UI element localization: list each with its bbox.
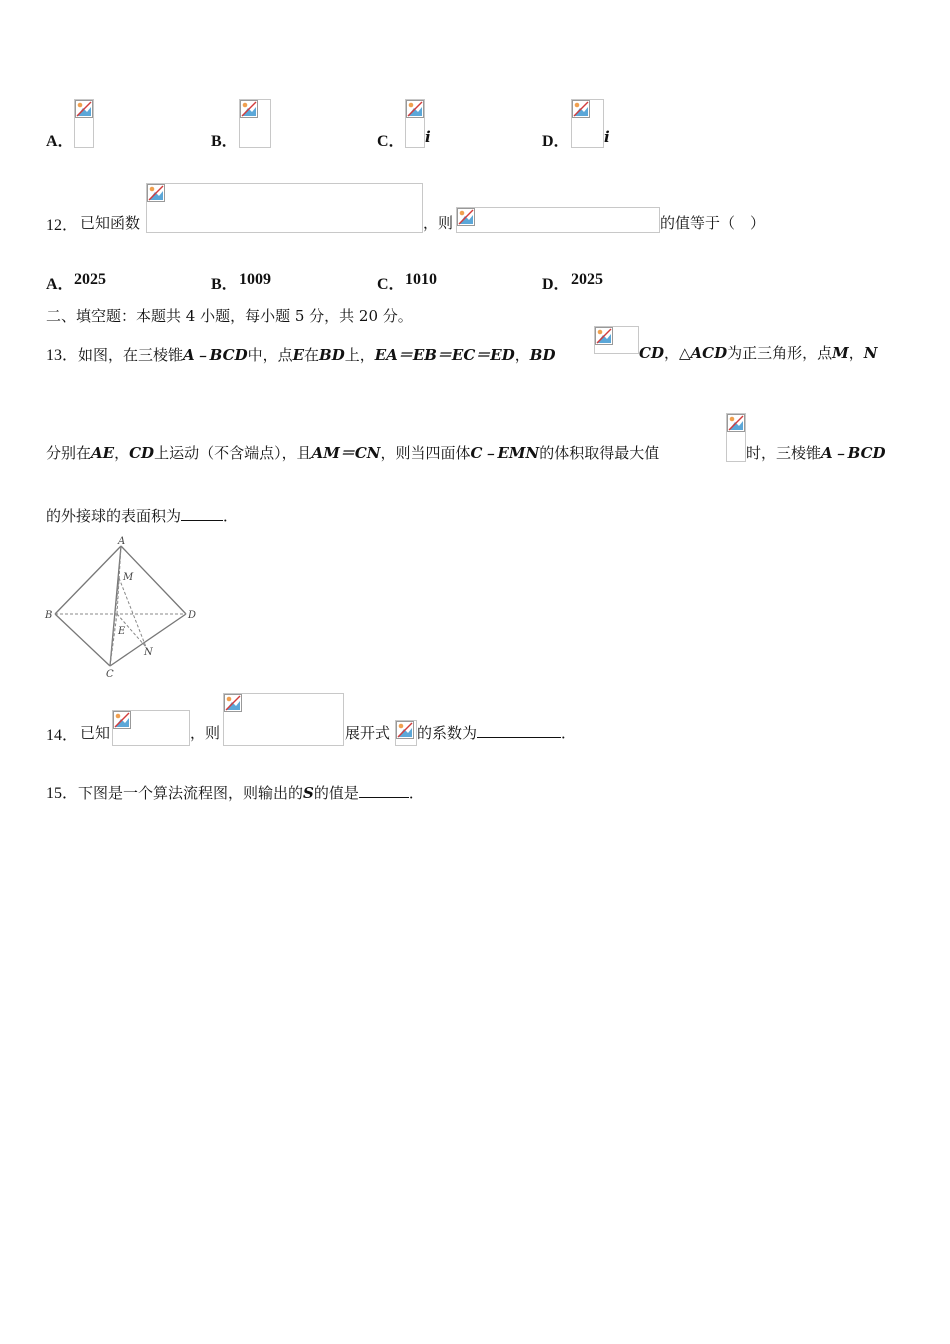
q14-prefix: 已知: [80, 724, 111, 742]
broken-image-icon: [113, 711, 131, 729]
q12-number: 12．: [46, 217, 79, 234]
broken-image-icon: [396, 721, 414, 739]
q12-option-b-label: B．: [211, 276, 238, 293]
q13-line-1: [46, 342, 555, 365]
q15: [46, 780, 424, 803]
q13-text: ，△: [663, 344, 691, 362]
q11-option-b-image: [239, 99, 271, 148]
q13-text: 中，点: [247, 346, 293, 364]
q13-line-2: [46, 442, 659, 463]
q13-math: N: [863, 344, 878, 362]
q15-text: 下图是一个算法流程图，则输出的: [78, 784, 304, 802]
q12-option-c-value: 1010: [405, 271, 437, 288]
q13-text: 如图，在三棱锥: [78, 346, 184, 364]
q13-text: 的外接球的表面积为: [46, 507, 182, 525]
q13-text: 上运动（不含端点），且: [154, 444, 312, 462]
q13-math: C﹣EMN: [470, 444, 540, 462]
q13-text: ，: [848, 344, 864, 362]
q13-text: 分别在: [46, 444, 92, 462]
q12-option-d-label: D．: [542, 276, 570, 293]
q12-option-b-value: 1009: [239, 271, 271, 288]
q13-math: CD: [639, 344, 664, 362]
q12-option-a-value: 2025: [74, 271, 106, 288]
q13-line-1-end: [639, 342, 877, 363]
q11-option-c-suffix: i: [425, 128, 431, 146]
q11-option-a-image: [74, 99, 94, 148]
answer-blank[interactable]: [181, 506, 223, 521]
broken-image-icon: [240, 100, 258, 118]
q15-text: 的值是: [313, 784, 359, 802]
q12-option-c-label: C．: [377, 276, 405, 293]
q11-option-b-label: B．: [211, 133, 238, 150]
broken-image-icon: [224, 694, 242, 712]
q13-text: ，则当四面体: [380, 444, 471, 462]
q15-number: 15．: [46, 785, 79, 802]
q13-math: BD: [529, 346, 556, 364]
q11-option-d-label: D．: [542, 133, 570, 150]
q13-text: ，: [114, 444, 130, 462]
q13-math: M: [832, 344, 849, 362]
q11-option-c-label: C．: [377, 133, 405, 150]
vertex-label-b: B: [45, 610, 53, 621]
q13-math: EA＝EB＝EC＝ED: [374, 346, 515, 364]
q13-text: 为正三角形，点: [727, 344, 833, 362]
answer-blank[interactable]: [477, 723, 561, 738]
q11-option-a-label: A．: [46, 133, 74, 150]
q14-given-image: [112, 710, 190, 746]
q13-perpendicular-image: [594, 326, 639, 354]
broken-image-icon: [406, 100, 424, 118]
q12-option-a-label: A．: [46, 276, 74, 293]
vertex-label-a: A: [118, 536, 126, 547]
q14-mid2: 展开式: [345, 724, 391, 742]
q15-end: ．: [408, 784, 424, 802]
vertex-label-c: C: [106, 669, 114, 680]
q15-math: S: [303, 784, 314, 802]
q14-number: 14．: [46, 727, 79, 744]
broken-image-icon: [75, 100, 93, 118]
q14-suffix-line: [417, 722, 576, 743]
q13-math: E: [292, 346, 305, 364]
q12-function-image: [146, 183, 423, 233]
edge-bc: [55, 614, 110, 666]
edge-ab: [55, 546, 121, 614]
q12-option-d-value: 2025: [571, 271, 603, 288]
q12-suffix: 的值等于（ ）: [660, 214, 766, 232]
q13-math: ACD: [690, 344, 728, 362]
edge-cd: [110, 614, 186, 666]
q13-math: AM＝CN: [311, 444, 381, 462]
q13-line-2-end: [746, 442, 886, 463]
broken-image-icon: [595, 327, 613, 345]
q11-option-d-suffix: i: [604, 128, 610, 146]
broken-image-icon: [727, 414, 745, 432]
section-heading: 二、填空题：本题共 4 小题，每小题 5 分，共 20 分。: [46, 307, 413, 325]
q14-middle: ，则: [190, 724, 221, 742]
q14-term-image: [395, 720, 417, 746]
q14-binomial-image: [223, 693, 344, 746]
point-label-n: N: [144, 647, 153, 658]
q12-middle: ，则: [423, 214, 454, 232]
q13-math: CD: [129, 444, 155, 462]
q13-text: 上，: [344, 346, 375, 364]
q11-option-d-image: [571, 99, 604, 148]
q13-line-3: [46, 505, 238, 526]
broken-image-icon: [147, 184, 165, 202]
q13-text: 时，三棱锥: [746, 444, 822, 462]
q13-text: 在: [304, 346, 320, 364]
q13-text: ．: [223, 507, 239, 525]
q14-end: ．: [561, 724, 577, 742]
q11-option-c-image: [405, 99, 425, 148]
q13-math: A﹣BCD: [183, 346, 248, 364]
q13-text: ，: [514, 346, 530, 364]
q13-max-volume-image: [726, 413, 746, 462]
broken-image-icon: [457, 208, 475, 226]
answer-blank[interactable]: [359, 783, 409, 798]
q13-math: BD: [319, 346, 345, 364]
q13-math: A﹣BCD: [821, 444, 886, 462]
point-label-e: E: [118, 626, 126, 637]
vertex-label-d: D: [188, 610, 197, 621]
broken-image-icon: [572, 100, 590, 118]
q13-tetrahedron-figure: [42, 534, 202, 680]
q13-text: 的体积取得最大值: [539, 444, 660, 462]
q13-number: 13．: [46, 347, 79, 364]
q14-suffix: 的系数为: [417, 724, 478, 742]
q12-prefix: 已知函数: [80, 214, 141, 232]
q12-expression-image: [456, 207, 660, 233]
q13-math: AE: [91, 444, 115, 462]
point-label-m: M: [123, 572, 134, 583]
